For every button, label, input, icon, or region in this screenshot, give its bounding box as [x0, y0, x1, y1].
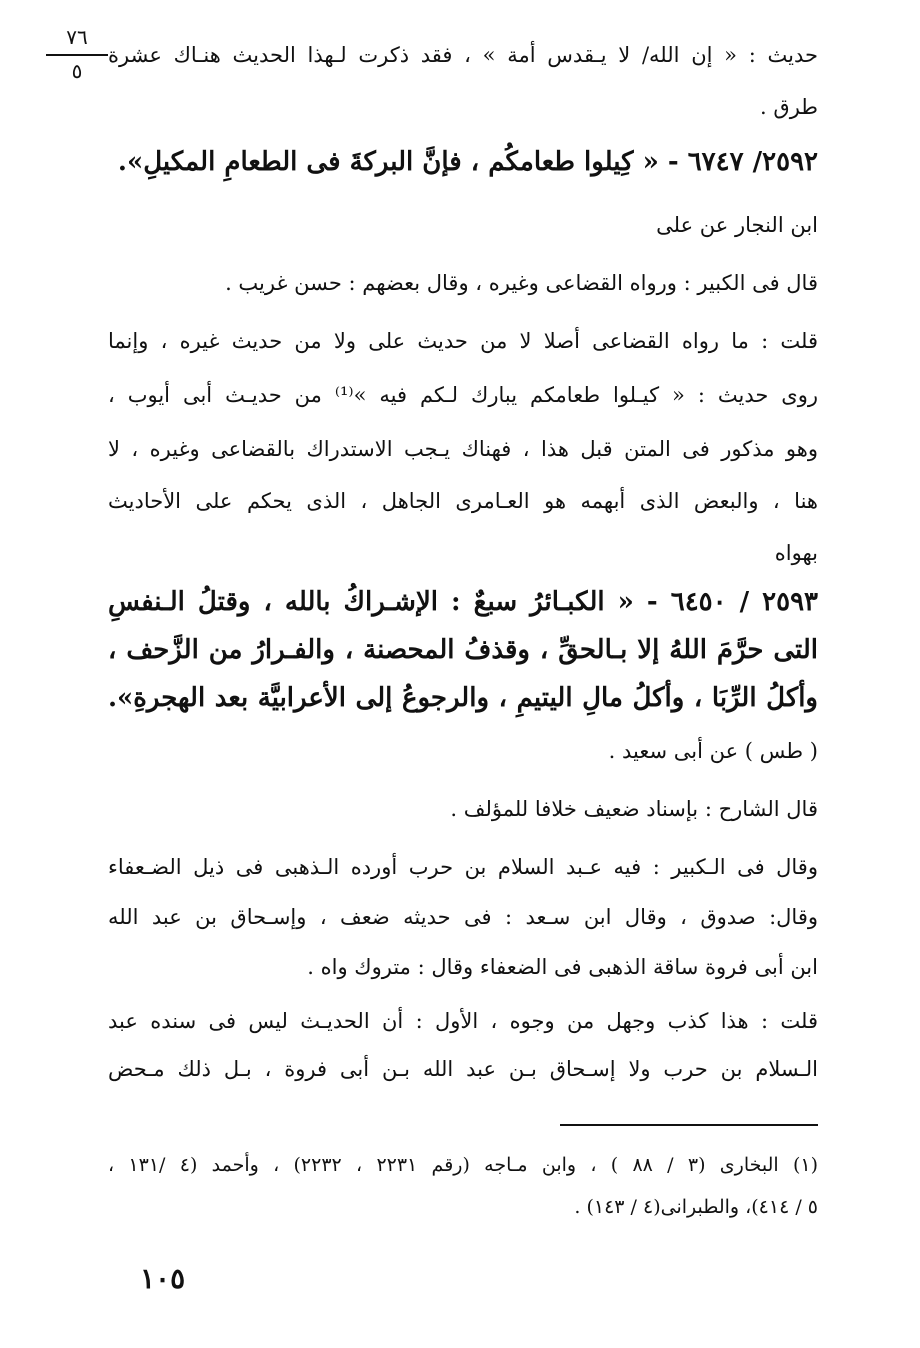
text-line: ( طس ) عن أبى سعيد . [608, 739, 818, 763]
text-line: الـسلام بن حرب ولا إسـحاق بـن عبد الله بـن أبى فروة ، بـل ذلك مـحض [108, 1057, 818, 1081]
text-line: حديث : « إن الله/ لا يـقدس أمة » ، فقد ذكرت لـهذا الحديث هنـاك عشرة [108, 43, 818, 67]
hadith-heading: ٢٥٩٢/ ٦٧٤٧ - « كِيلوا طعامكُم ، فإنَّ البركةَ فى الطعامِ المكيلِ». [117, 147, 818, 177]
text-line: ابن النجار عن على [656, 213, 818, 237]
marker-top: ٧٦ [66, 25, 88, 49]
hadith-text: وأكلُ الرِّبَا ، وأكلُ مالِ اليتيمِ ، والرجوعُ إلى الأعرابيَّة بعد الهجرةِ». [108, 683, 818, 713]
marker-bottom: ٥ [71, 59, 83, 83]
hadith-heading: ٢٥٩٣ / ٦٤٥٠ - « الكبـائرُ سبعٌ : الإشـراكُ بالله ، وقتلُ الـنفسِ [108, 587, 818, 617]
text-line: وهو مذكور فى المتن قبل هذا ، فهناك يـجب الاستدراك بالقضاعى وغيره ، لا [108, 437, 818, 461]
text-line: هنا ، والبعض الذى أبهمه هو العـامرى الجاهل ، الذى يحكم على الأحاديث [108, 489, 818, 513]
text-line: قال الشارح : بإسناد ضعيف خلافا للمؤلف . [450, 797, 818, 821]
text-line: بهواه [774, 541, 818, 565]
hadith-text: التى حرَّمَ اللهُ إلا بـالحقِّ ، وقذفُ المحصنة ، والفـرارُ من الزَّحف ، [108, 635, 818, 665]
footnote-line: ٥ / ٤١٤)، والطبرانى(٤ / ١٤٣) . [574, 1196, 818, 1218]
page-number: ١٠٥ [140, 1262, 186, 1295]
text-line: وقال فى الـكبير : فيه عـبد السلام بن حرب أورده الـذهبى فى ذيل الضـعفاء [108, 855, 818, 879]
marker-rule [46, 54, 108, 56]
text-line: روى حديث : « كيـلوا طعامكم يبارك لـكم فيه »⁽¹⁾ من حديـث أبى أيوب ، [108, 383, 819, 407]
text-line: قلت : ما رواه القضاعى أصلا لا من حديث على ولا من حديث غيره ، وإنما [108, 329, 818, 353]
margin-marker [46, 26, 108, 82]
text-line: وقال: صدوق ، وقال ابن سـعد : فى حديثه ضعف ، وإسـحاق بن عبد الله [108, 905, 818, 929]
text-line: ابن أبى فروة ساقة الذهبى فى الضعفاء وقال : متروك واه . [307, 955, 818, 979]
footnote-line: (١) البخارى (٣ / ٨٨ ) ، وابن مـاجه (رقم ٢٢٣١ ، ٢٢٣٢) ، وأحمد (٤ /١٣١ ، [108, 1154, 819, 1176]
footnote-separator [560, 1124, 818, 1126]
text-line: طرق . [760, 95, 818, 119]
text-line: قلت : هذا كذب وجهل من وجوه ، الأول : أن الحديـث ليس فى سنده عبد [108, 1009, 818, 1033]
text-line: قال فى الكبير : ورواه القضاعى وغيره ، وقال بعضهم : حسن غريب . [225, 271, 818, 295]
